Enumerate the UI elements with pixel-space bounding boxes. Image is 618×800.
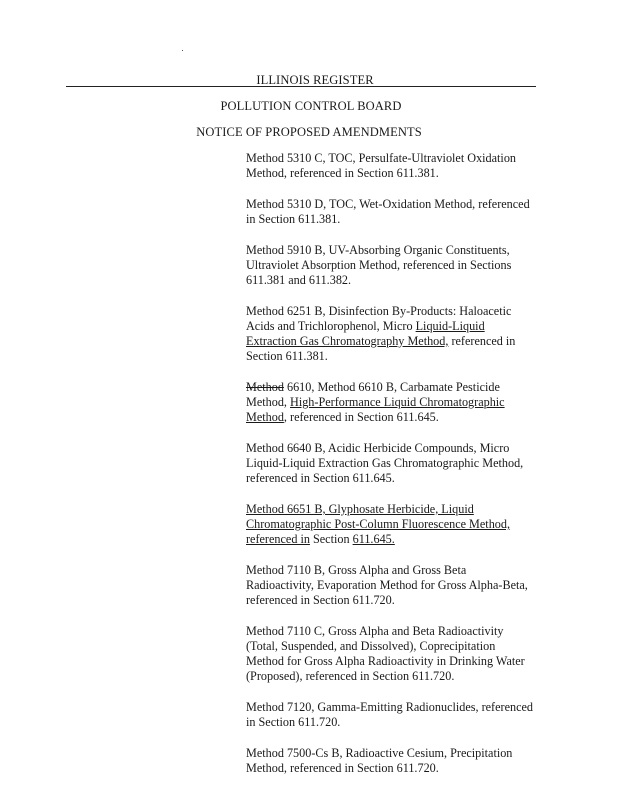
method-entry <box>246 151 536 181</box>
entry-text: 6610, Method 6610 B, Carbamate Pesticide Method, <box>246 380 500 409</box>
method-entry <box>246 700 536 730</box>
entry-text: referenced in Section 611.381. <box>246 334 516 363</box>
entry-text: Method 6640 B, Acidic Herbicide Compounds, Micro Liquid-Liquid Extraction Gas Chromatographic Method, referenced in Section 611.645. <box>246 441 524 485</box>
entry-text: Method 7500-Cs B, Radioactive Cesium, Precipitation Method, referenced in Section 611.720. <box>246 746 513 775</box>
entry-text: Method 5310 C, TOC, Persulfate-Ultraviolet Oxidation Method, referenced in Section 611.381. <box>246 151 517 180</box>
inserted-text: Method 6651 B, Glyphosate Herbicide, Liquid Chromatographic Post-Column Fluorescence Method, referenced in <box>246 502 511 546</box>
header-rule <box>66 86 536 87</box>
deleted-text: Method <box>246 380 284 394</box>
method-entry <box>246 380 536 425</box>
method-entry <box>246 441 536 486</box>
entry-text: Section <box>309 532 353 546</box>
notice-title: NOTICE OF PROPOSED AMENDMENTS <box>196 125 422 139</box>
scan-speck <box>182 50 183 51</box>
entry-text: Method 7110 C, Gross Alpha and Beta Radioactivity (Total, Suspended, and Dissolved), Coprecipitation Method for Gross Alpha Radioactivity in Drinking Water (Proposed), referenced in Section 611.720. <box>246 624 525 683</box>
method-entry <box>246 563 536 608</box>
method-entry <box>246 243 536 288</box>
entry-text: Method 5310 D, TOC, Wet-Oxidation Method, referenced in Section 611.381. <box>246 197 530 226</box>
method-entry <box>246 502 536 547</box>
inserted-text: Liquid-Liquid Extraction Gas Chromatography Method, <box>246 319 485 348</box>
register-title: ILLINOIS REGISTER <box>256 73 374 87</box>
method-entry <box>246 304 536 364</box>
method-entry <box>246 624 536 684</box>
inserted-text: High-Performance Liquid Chromatographic Method <box>246 395 505 424</box>
method-entry <box>246 197 536 227</box>
method-list <box>246 151 536 792</box>
entry-text: , referenced in Section 611.645. <box>283 410 439 424</box>
method-entry <box>246 746 536 776</box>
entry-text: Method 7120, Gamma-Emitting Radionuclides, referenced in Section 611.720. <box>246 700 534 729</box>
entry-text: Method 7110 B, Gross Alpha and Gross Beta Radioactivity, Evaporation Method for Gross Alpha-Beta, referenced in Section 611.720. <box>246 563 528 607</box>
board-title: POLLUTION CONTROL BOARD <box>220 99 402 113</box>
entry-text: Method 6251 B, Disinfection By-Products: Haloacetic Acids and Trichlorophenol, Micro <box>246 304 512 333</box>
inserted-text: 611.645. <box>352 532 395 546</box>
entry-text: Method 5910 B, UV-Absorbing Organic Constituents, Ultraviolet Absorption Method, referenced in Sections 611.381 and 611.382. <box>246 243 512 287</box>
